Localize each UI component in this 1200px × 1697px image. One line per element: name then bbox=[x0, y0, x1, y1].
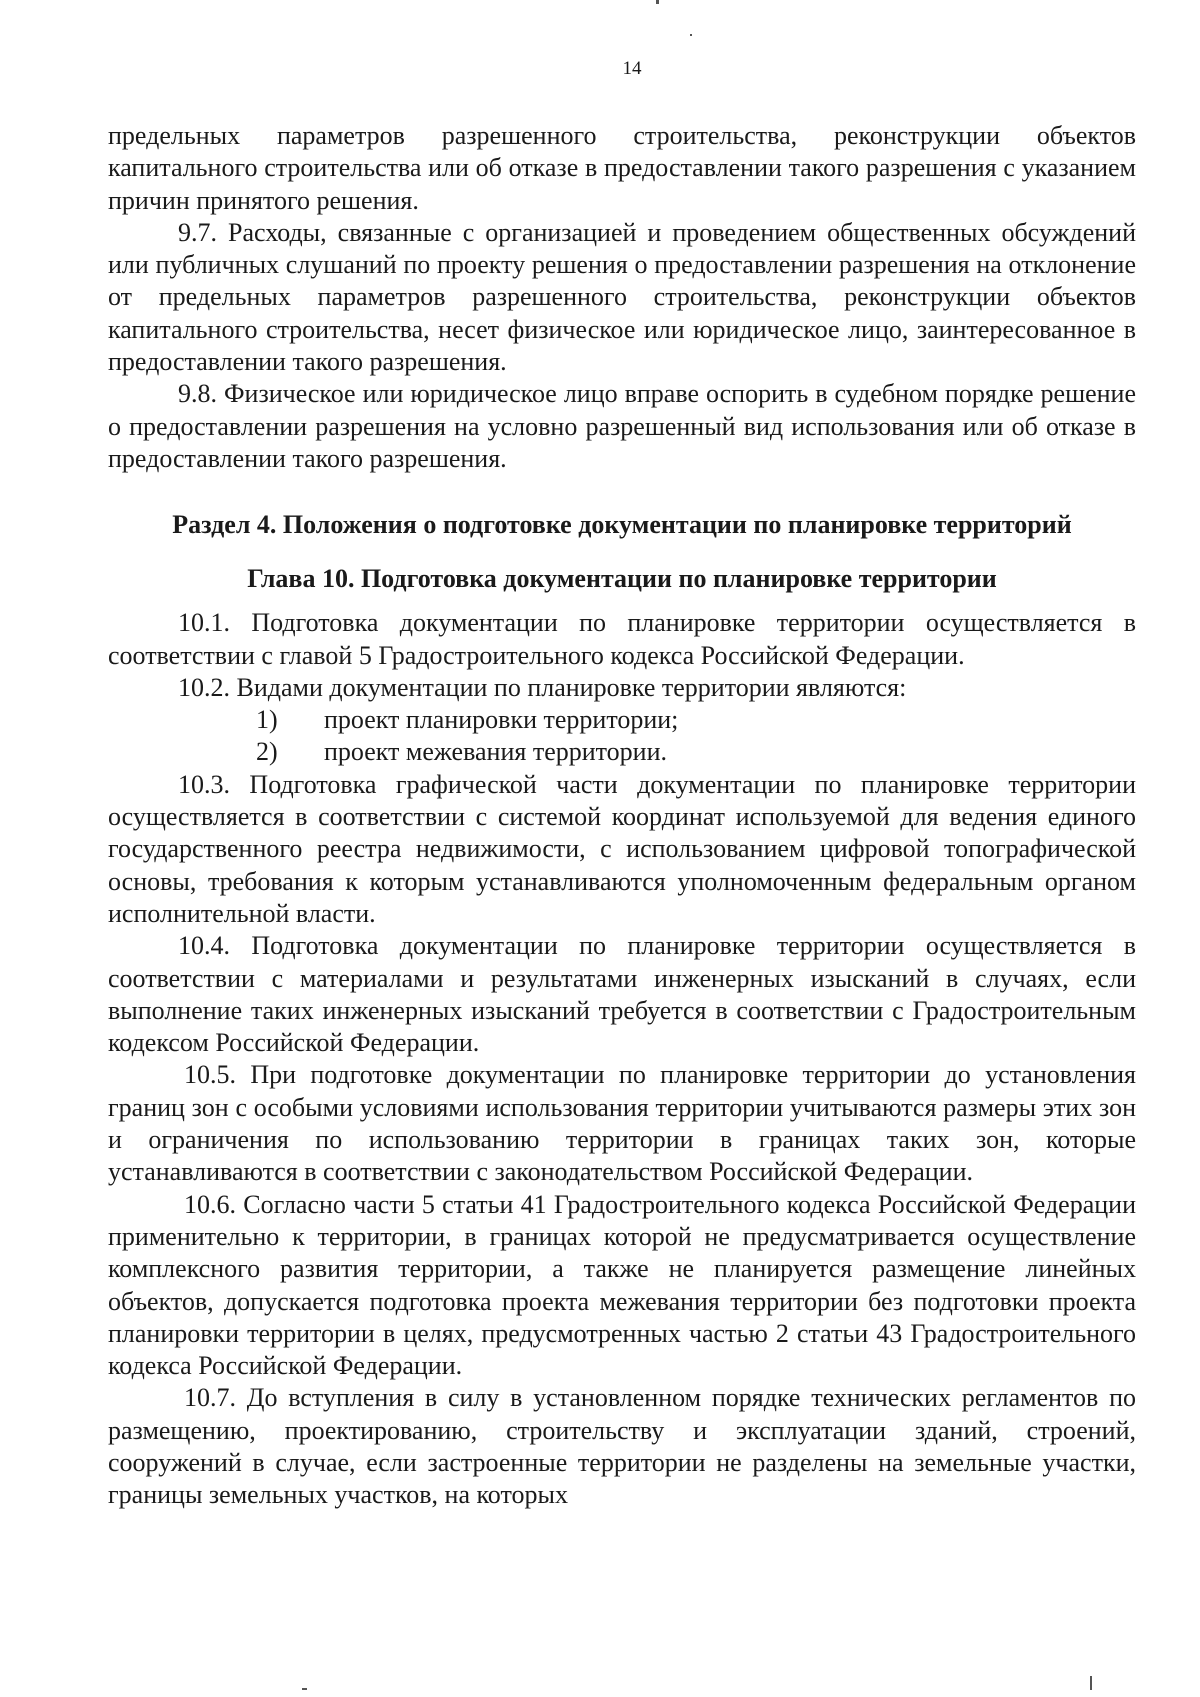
list-item bbox=[108, 704, 1136, 736]
scan-speck bbox=[690, 34, 692, 36]
clause-10-3: 10.3. Подготовка графической части документации по планировке территории осуществляется в соответствии с системой координат используемой для ведения единого государственного реестра недвижимости, с использованием цифровой топографической основы, требования к которым устанавливаются уполномоченным федеральным органом исполнительной власти. bbox=[108, 769, 1136, 928]
scan-speck bbox=[656, 0, 659, 4]
page-number: 14 bbox=[622, 58, 642, 79]
list-item-text: проект межевания территории. bbox=[324, 737, 668, 767]
clause-10-5: 10.5. При подготовке документации по планировке территории до установления границ зон с особыми условиями использования территории учитываются размеры этих зон и ограничения по использованию территории в границах таких зон, которые устанавливаются в соответствии с законодательством Российской Федерации. bbox=[108, 1060, 1136, 1187]
list-item-number: 1) bbox=[256, 705, 278, 735]
clause-10-6: 10.6. Согласно части 5 статьи 41 Градостроительного кодекса Российской Федерации применительно к территории, в границах которой не предусматривается осуществление комплексного развития территории, а также не планируется размещение линейных объектов, допускается подготовка проекта межевания территории без подготовки проекта планировки территории в целях, предусмотренных частью 2 статьи 43 Градостроительного кодекса Российской Федерации. bbox=[108, 1189, 1136, 1381]
clause-10-7: 10.7. До вступления в силу в установленном порядке технических регламентов по размещению, проектированию, строительству и эксплуатации зданий, строений, сооружений в случае, если застроенные территории не разделены на земельные участки, границы земельных участков, на которых bbox=[108, 1383, 1136, 1510]
paragraph-continuation: предельных параметров разрешенного строительства, реконструкции объектов капитального строительства или об отказе в предоставлении такого разрешения с указанием причин принятого решения. bbox=[108, 121, 1136, 215]
clause-10-1: 10.1. Подготовка документации по планировке территории осуществляется в соответствии с главой 5 Градостроительного кодекса Российской Федерации. bbox=[108, 608, 1136, 670]
clause-10-4: 10.4. Подготовка документации по планировке территории осуществляется в соответствии с материалами и результатами инженерных изысканий в случаях, если выполнение таких инженерных изысканий требуется в соответствии с Градостроительным кодексом Российской Федерации. bbox=[108, 931, 1136, 1058]
scan-speck bbox=[1090, 1676, 1092, 1690]
chapter-heading: Глава 10. Подготовка документации по планировке территории bbox=[247, 564, 997, 594]
section-heading: Раздел 4. Положения о подготовке документации по планировке территорий bbox=[172, 510, 1072, 540]
list-item bbox=[108, 736, 1136, 768]
list-item-text: проект планировки территории; bbox=[324, 705, 679, 735]
document-body bbox=[108, 120, 1136, 1512]
scan-speck bbox=[302, 1688, 307, 1690]
clause-10-2: 10.2. Видами документации по планировке территории являются: bbox=[178, 672, 907, 702]
list-item-number: 2) bbox=[256, 737, 278, 767]
clause-9-8: 9.8. Физическое или юридическое лицо вправе оспорить в судебном порядке решение о предоставлении разрешения на условно разрешенный вид использования или об отказе в предоставлении такого разрешения. bbox=[108, 379, 1136, 473]
clause-9-7: 9.7. Расходы, связанные с организацией и проведением общественных обсуждений или публичных слушаний по проекту решения о предоставлении разрешения на отклонение от предельных параметров разрешенного строительства, реконструкции объектов капитального строительства, несет физическое или юридическое лицо, заинтересованное в предоставлении такого разрешения. bbox=[108, 217, 1136, 377]
